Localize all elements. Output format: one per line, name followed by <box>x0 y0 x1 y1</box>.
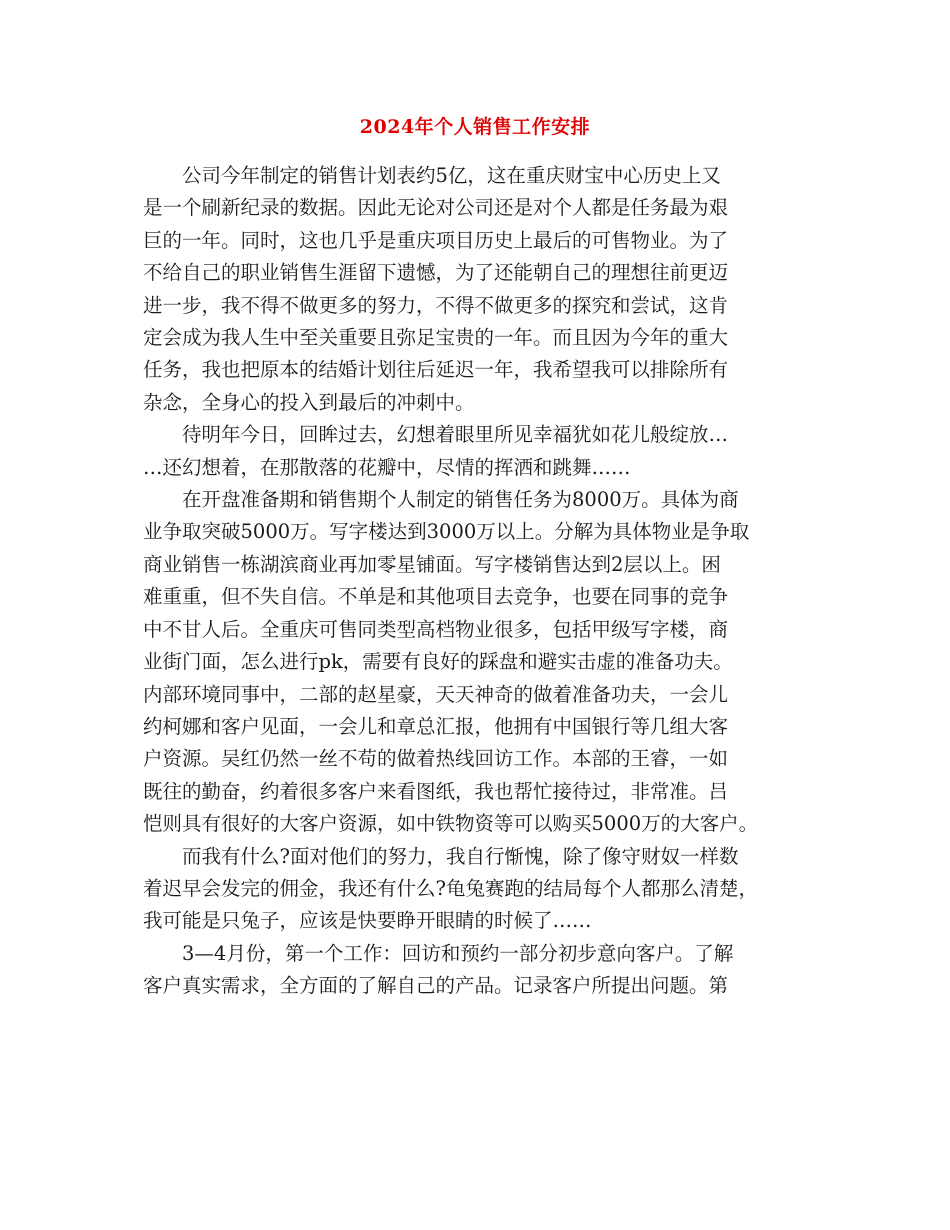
text-line: 待明年今日，回眸过去，幻想着眼里所见幸福犹如花儿般绽放… <box>182 423 729 447</box>
text-line: 业争取突破5000万。写字楼达到3000万以上。分解为具体物业是争取 <box>143 520 750 544</box>
text-line: 客户真实需求，全方面的了解自己的产品。记录客户所提出问题。第 <box>143 974 729 998</box>
text-line: 巨的一年。同时，这也几乎是重庆项目历史上最后的可售物业。为了 <box>143 228 729 252</box>
document-body <box>143 160 815 1003</box>
paragraph-4 <box>143 841 815 938</box>
text-line: 我可能是只兔子，应该是快要睁开眼睛的时候了…… <box>143 909 592 933</box>
text-line: 不给自己的职业销售生涯留下遗憾，为了还能朝自己的理想往前更迈 <box>143 261 729 285</box>
text-line: 定会成为我人生中至关重要且弥足宝贵的一年。而且因为今年的重大 <box>143 326 729 350</box>
document-title: 2024年个人销售工作安排 <box>359 116 591 138</box>
text-line: 难重重，但不失自信。不单是和其他项目去竞争，也要在同事的竞争 <box>143 585 729 609</box>
text-line: 杂念，全身心的投入到最后的冲刺中。 <box>143 390 475 414</box>
text-line: 任务，我也把原本的结婚计划往后延迟一年，我希望我可以排除所有 <box>143 358 729 382</box>
text-line: …还幻想着，在那散落的花瓣中，尽情的挥洒和跳舞…… <box>143 455 631 479</box>
text-line: 恺则具有很好的大客户资源，如中铁物资等可以购买5000万的大客户。 <box>143 812 759 836</box>
text-line: 而我有什么?面对他们的努力，我自行惭愧，除了像守财奴一样数 <box>182 844 739 868</box>
text-line: 内部环境同事中，二部的赵星豪，天天神奇的做着准备功夫，一会儿 <box>143 682 729 706</box>
text-line: 着迟早会发完的佣金，我还有什么?龟兔赛跑的结局每个人都那么清楚， <box>143 876 758 900</box>
text-line: 公司今年制定的销售计划表约5亿，这在重庆财宝中心历史上又 <box>182 164 721 187</box>
text-line: 在开盘准备期和销售期个人制定的销售任务为8000万。具体为商 <box>182 488 739 512</box>
text-line: 业街门面，怎么进行pk，需要有良好的踩盘和避实击虚的准备功夫。 <box>143 650 733 674</box>
text-line: 户资源。吴红仍然一丝不苟的做着热线回访工作。本部的王睿，一如 <box>143 747 729 771</box>
paragraph-1 <box>143 160 815 419</box>
text-line: 既往的勤奋，约着很多客户来看图纸，我也帮忙接待过，非常准。吕 <box>143 779 729 803</box>
text-line: 中不甘人后。全重庆可售同类型高档物业很多，包括甲级写字楼，商 <box>143 617 729 641</box>
text-line: 3—4月份，第一个工作：回访和预约一部分初步意向客户。了解 <box>182 941 734 965</box>
paragraph-3 <box>143 484 815 840</box>
text-line: 约柯娜和客户见面，一会儿和章总汇报，他拥有中国银行等几组大客 <box>143 714 729 738</box>
paragraph-5 <box>143 938 815 1003</box>
paragraph-2 <box>143 419 815 484</box>
text-line: 进一步，我不得不做更多的努力，不得不做更多的探究和尝试，这肯 <box>143 293 729 317</box>
text-line: 是一个刷新纪录的数据。因此无论对公司还是对个人都是任务最为艰 <box>143 196 729 220</box>
text-line: 商业销售一栋湖滨商业再加零星铺面。写字楼销售达到2层以上。困 <box>143 552 721 576</box>
